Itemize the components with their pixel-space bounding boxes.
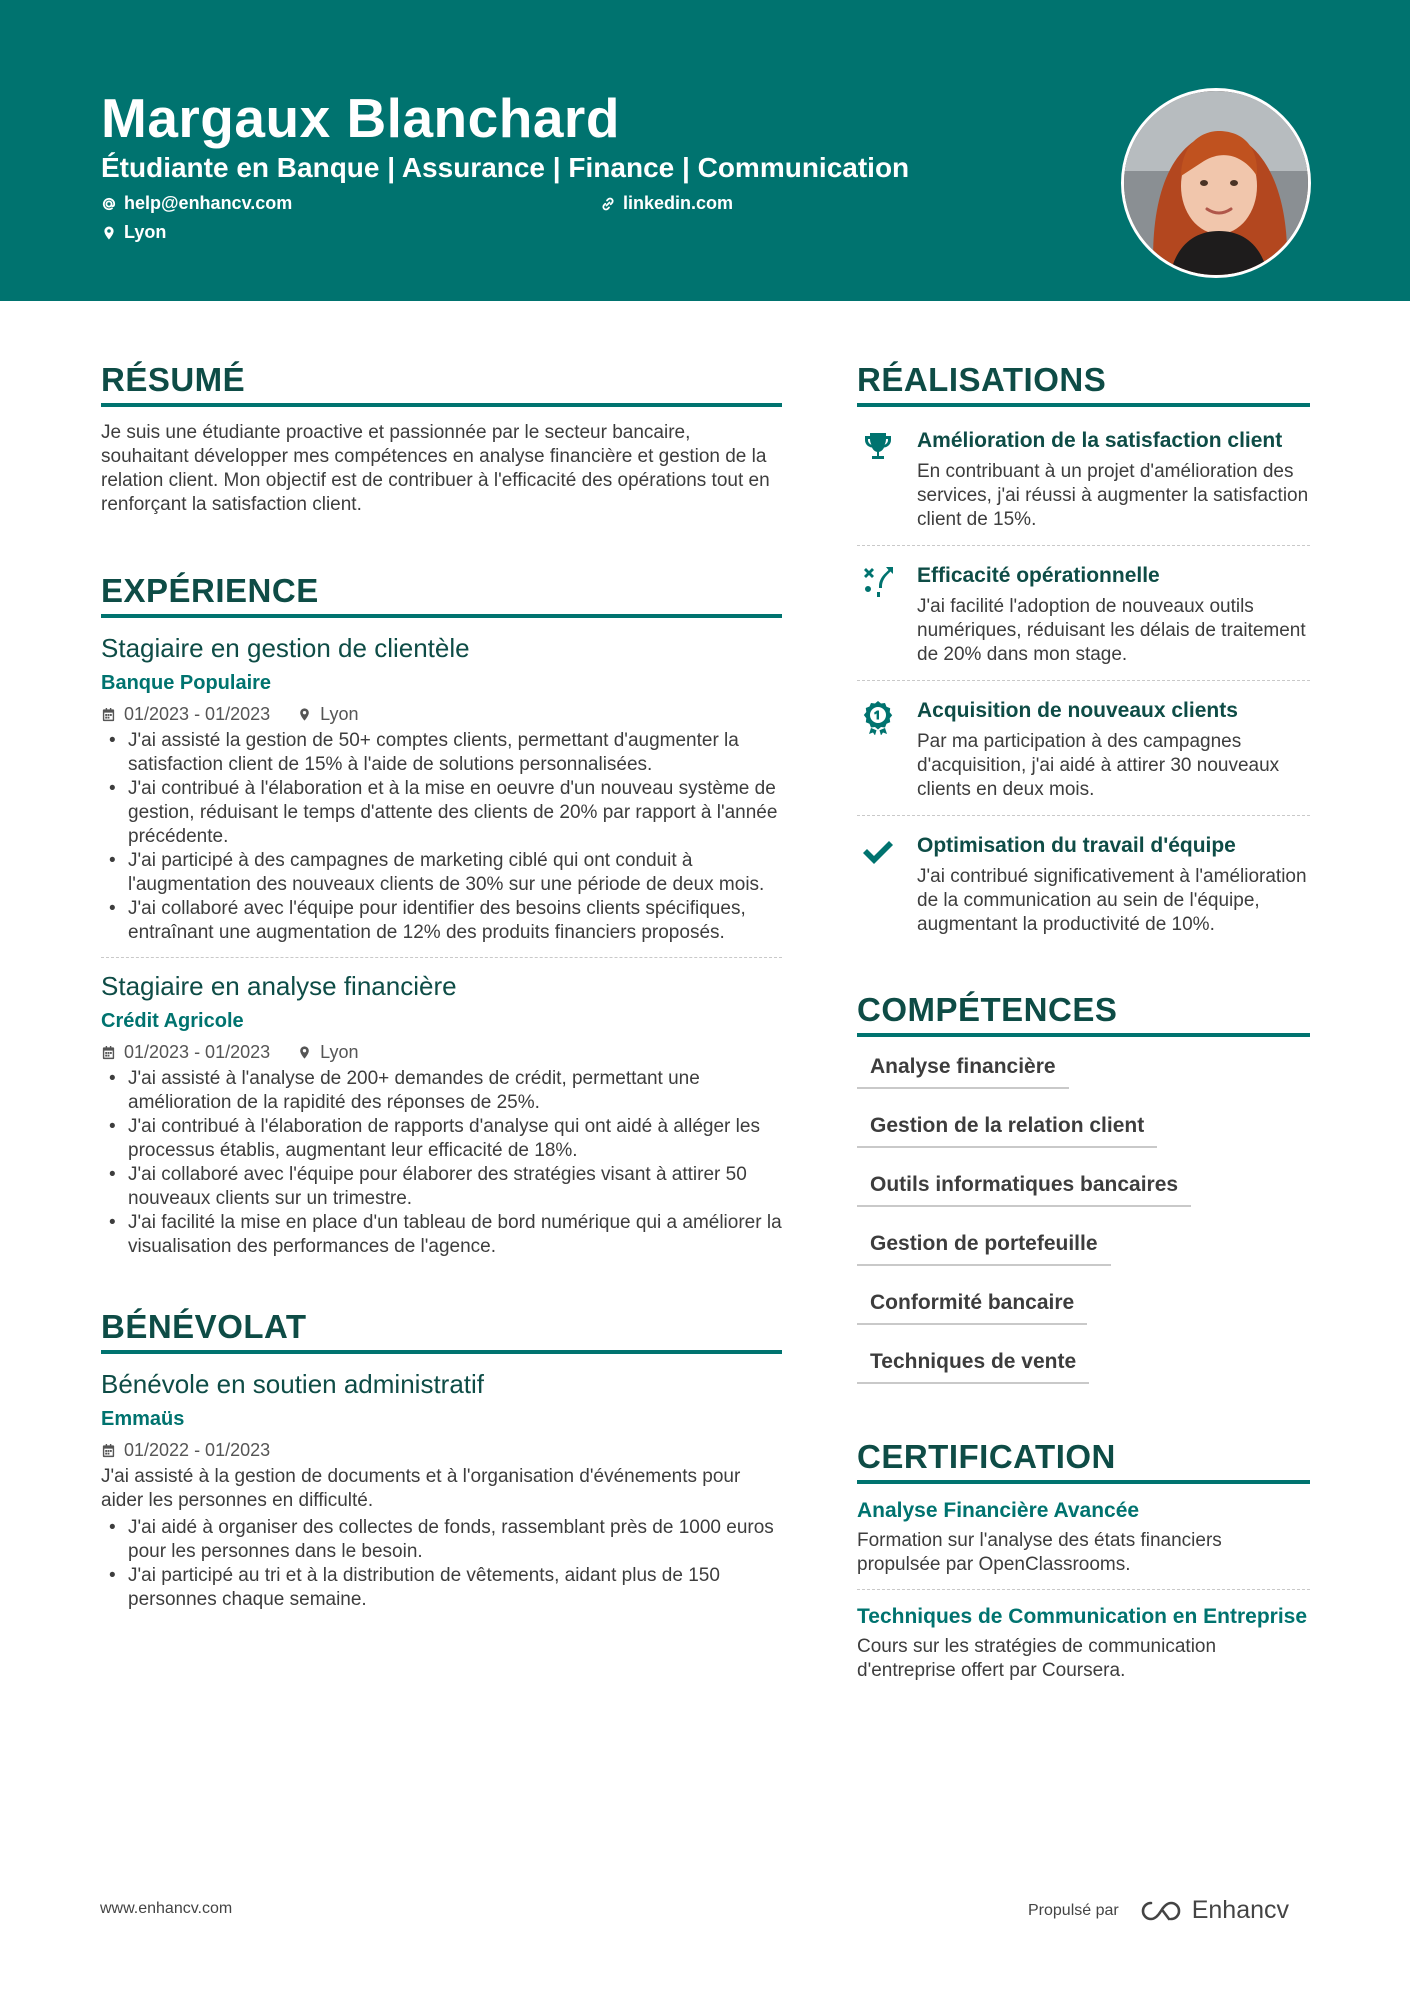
email-contact[interactable] bbox=[101, 193, 292, 214]
certification-desc: Formation sur l'analyse des états financiers propulsée par OpenClassrooms. bbox=[857, 1530, 1222, 1575]
footer-branding bbox=[1028, 1896, 1289, 1925]
volunteer-section bbox=[101, 1307, 782, 1612]
medal-icon bbox=[860, 699, 896, 735]
list-item: • J'ai contribué à l'élaboration de rapports d'analyse qui ont aidé à alléger les processus établis, augmentant leur efficacité de 18%. bbox=[101, 1115, 782, 1163]
experience-section bbox=[101, 571, 782, 1259]
resume-section bbox=[101, 360, 782, 517]
location-pin-icon bbox=[297, 707, 312, 722]
list-item: • J'ai collaboré avec l'équipe pour identifier des besoins clients spécifiques, entraînant une augmentation de 12% des produits financiers proposés. bbox=[101, 897, 782, 945]
certification-title: Techniques de Communication en Entreprise bbox=[857, 1605, 1308, 1628]
job-company: Crédit Agricole bbox=[101, 1010, 244, 1032]
enhancv-logo[interactable] bbox=[1139, 1896, 1289, 1925]
left-column bbox=[101, 360, 782, 1612]
powered-by-text: Propulsé par bbox=[1028, 1901, 1119, 1919]
job-location: Lyon bbox=[297, 701, 358, 727]
achievement-title: Optimisation du travail d'équipe bbox=[917, 834, 1236, 857]
achievement-title: Efficacité opérationnelle bbox=[917, 564, 1160, 587]
achievement-item bbox=[857, 411, 1310, 546]
achievement-desc: En contribuant à un projet d'amélioration des services, j'ai réussi à augmenter la satisfaction client de 15%. bbox=[917, 461, 1309, 530]
job-location: Lyon bbox=[297, 1039, 358, 1065]
certification-section-title: CERTIFICATION bbox=[857, 1437, 1310, 1484]
job-bullets bbox=[101, 729, 782, 945]
resume-summary: Je suis une étudiante proactive et passionnée par le secteur bancaire, souhaitant développer mes compétences en analyse financière et gestion de la relation client. Mon objectif est de contribuer à l'efficacité des opérations tout en renforçant la satisfaction client. bbox=[101, 422, 770, 515]
skills-list bbox=[857, 1049, 1310, 1403]
achievements-section-title: RÉALISATIONS bbox=[857, 360, 1310, 407]
list-item: • J'ai aidé à organiser des collectes de fonds, rassemblant près de 1000 euros pour les personnes dans le besoin. bbox=[101, 1516, 782, 1564]
job-dates: 01/2023 - 01/2023 bbox=[101, 701, 270, 727]
skill-tag: Conformité bancaire bbox=[857, 1285, 1087, 1325]
location-pin-icon bbox=[297, 1045, 312, 1060]
linkedin-contact[interactable] bbox=[600, 193, 733, 214]
certification-section bbox=[857, 1437, 1310, 1683]
skill-tag: Outils informatiques bancaires bbox=[857, 1167, 1191, 1207]
resume-section-title: RÉSUMÉ bbox=[101, 360, 782, 407]
calendar-icon bbox=[101, 1045, 116, 1060]
volunteer-dates: 01/2022 - 01/2023 bbox=[101, 1437, 270, 1463]
location-contact bbox=[101, 222, 166, 243]
linkedin-text: linkedin.com bbox=[623, 193, 734, 213]
list-item: • J'ai assisté à l'analyse de 200+ demandes de crédit, permettant une amélioration de la rapidité des réponses de 25%. bbox=[101, 1067, 782, 1115]
skills-section-title: COMPÉTENCES bbox=[857, 990, 1310, 1037]
volunteer-role: Bénévole en soutien administratif bbox=[101, 1369, 485, 1399]
certification-item bbox=[857, 1590, 1310, 1683]
brand-name: Enhancv bbox=[1191, 1896, 1290, 1924]
achievement-item bbox=[857, 681, 1310, 816]
list-item: • J'ai facilité la mise en place d'un tableau de bord numérique qui a améliorer la visualisation des performances de l'agence. bbox=[101, 1211, 782, 1259]
candidate-name: Margaux Blanchard bbox=[101, 87, 620, 149]
strategy-icon bbox=[860, 564, 896, 600]
skill-tag: Analyse financière bbox=[857, 1049, 1069, 1089]
email-text: help@enhancv.com bbox=[124, 193, 293, 213]
check-icon bbox=[860, 834, 896, 870]
achievement-desc: J'ai contribué significativement à l'amélioration de la communication au sein de l'équipe, augmentant la productivité de 10%. bbox=[917, 866, 1307, 935]
job-dates: 01/2023 - 01/2023 bbox=[101, 1039, 270, 1065]
enhancv-logo-icon bbox=[1139, 1899, 1185, 1923]
footer-website[interactable]: www.enhancv.com bbox=[100, 1900, 233, 1917]
volunteer-section-title: BÉNÉVOLAT bbox=[101, 1307, 782, 1354]
calendar-icon bbox=[101, 707, 116, 722]
job-meta bbox=[101, 1039, 782, 1065]
job-bullets bbox=[101, 1067, 782, 1259]
achievements-section bbox=[857, 360, 1310, 950]
location-text: Lyon bbox=[124, 222, 167, 242]
skills-section bbox=[857, 990, 1310, 1403]
skill-tag: Techniques de vente bbox=[857, 1344, 1089, 1384]
achievement-item bbox=[857, 546, 1310, 681]
trophy-icon bbox=[860, 429, 896, 465]
experience-entry bbox=[101, 970, 782, 1259]
volunteer-org: Emmaüs bbox=[101, 1408, 185, 1430]
volunteer-bullets bbox=[101, 1516, 782, 1612]
experience-section-title: EXPÉRIENCE bbox=[101, 571, 782, 618]
achievement-title: Amélioration de la satisfaction client bbox=[917, 429, 1283, 452]
at-icon bbox=[101, 196, 117, 212]
job-meta bbox=[101, 701, 782, 727]
skill-tag: Gestion de la relation client bbox=[857, 1108, 1157, 1148]
experience-entry bbox=[101, 632, 782, 958]
achievement-desc: Par ma participation à des campagnes d'acquisition, j'ai aidé à attirer 30 nouveaux clients en deux mois. bbox=[917, 731, 1280, 800]
list-item: • J'ai participé à des campagnes de marketing ciblé qui ont conduit à l'augmentation des nouveaux clients de 30% sur une période de deux mois. bbox=[101, 849, 782, 897]
list-item: • J'ai assisté la gestion de 50+ comptes clients, permettant d'augmenter la satisfaction client de 15% à l'aide de solutions personnalisées. bbox=[101, 729, 782, 777]
job-company: Banque Populaire bbox=[101, 672, 272, 694]
location-pin-icon bbox=[101, 225, 117, 241]
list-item: • J'ai participé au tri et à la distribution de vêtements, aidant plus de 150 personnes chaque semaine. bbox=[101, 1564, 782, 1612]
achievement-title: Acquisition de nouveaux clients bbox=[917, 699, 1238, 722]
volunteer-meta bbox=[101, 1437, 782, 1463]
job-role: Stagiaire en analyse financière bbox=[101, 971, 457, 1001]
job-role: Stagiaire en gestion de clientèle bbox=[101, 633, 470, 663]
skill-tag: Gestion de portefeuille bbox=[857, 1226, 1111, 1266]
achievement-item bbox=[857, 816, 1310, 950]
achievement-desc: J'ai facilité l'adoption de nouveaux outils numériques, réduisant les délais de traitement de 20% dans mon stage. bbox=[917, 596, 1306, 665]
candidate-headline: Étudiante en Banque | Assurance | Finance | Communication bbox=[101, 152, 910, 183]
volunteer-summary: J'ai assisté à la gestion de documents et à l'organisation d'événements pour aider les personnes en difficulté. bbox=[101, 1466, 741, 1511]
resume-header bbox=[0, 0, 1410, 301]
list-item: • J'ai collaboré avec l'équipe pour élaborer des stratégies visant à attirer 50 nouveaux clients sur un trimestre. bbox=[101, 1163, 782, 1211]
certification-item bbox=[857, 1498, 1310, 1590]
calendar-icon bbox=[101, 1443, 116, 1458]
profile-photo bbox=[1121, 88, 1311, 278]
list-item: • J'ai contribué à l'élaboration et à la mise en oeuvre d'un nouveau système de gestion, réduisant le temps d'attente des clients de 20% par rapport à l'année précédente. bbox=[101, 777, 782, 849]
certification-desc: Cours sur les stratégies de communication d'entreprise offert par Coursera. bbox=[857, 1636, 1217, 1681]
right-column bbox=[857, 360, 1310, 1683]
certification-title: Analyse Financière Avancée bbox=[857, 1499, 1140, 1522]
link-icon bbox=[600, 196, 616, 212]
